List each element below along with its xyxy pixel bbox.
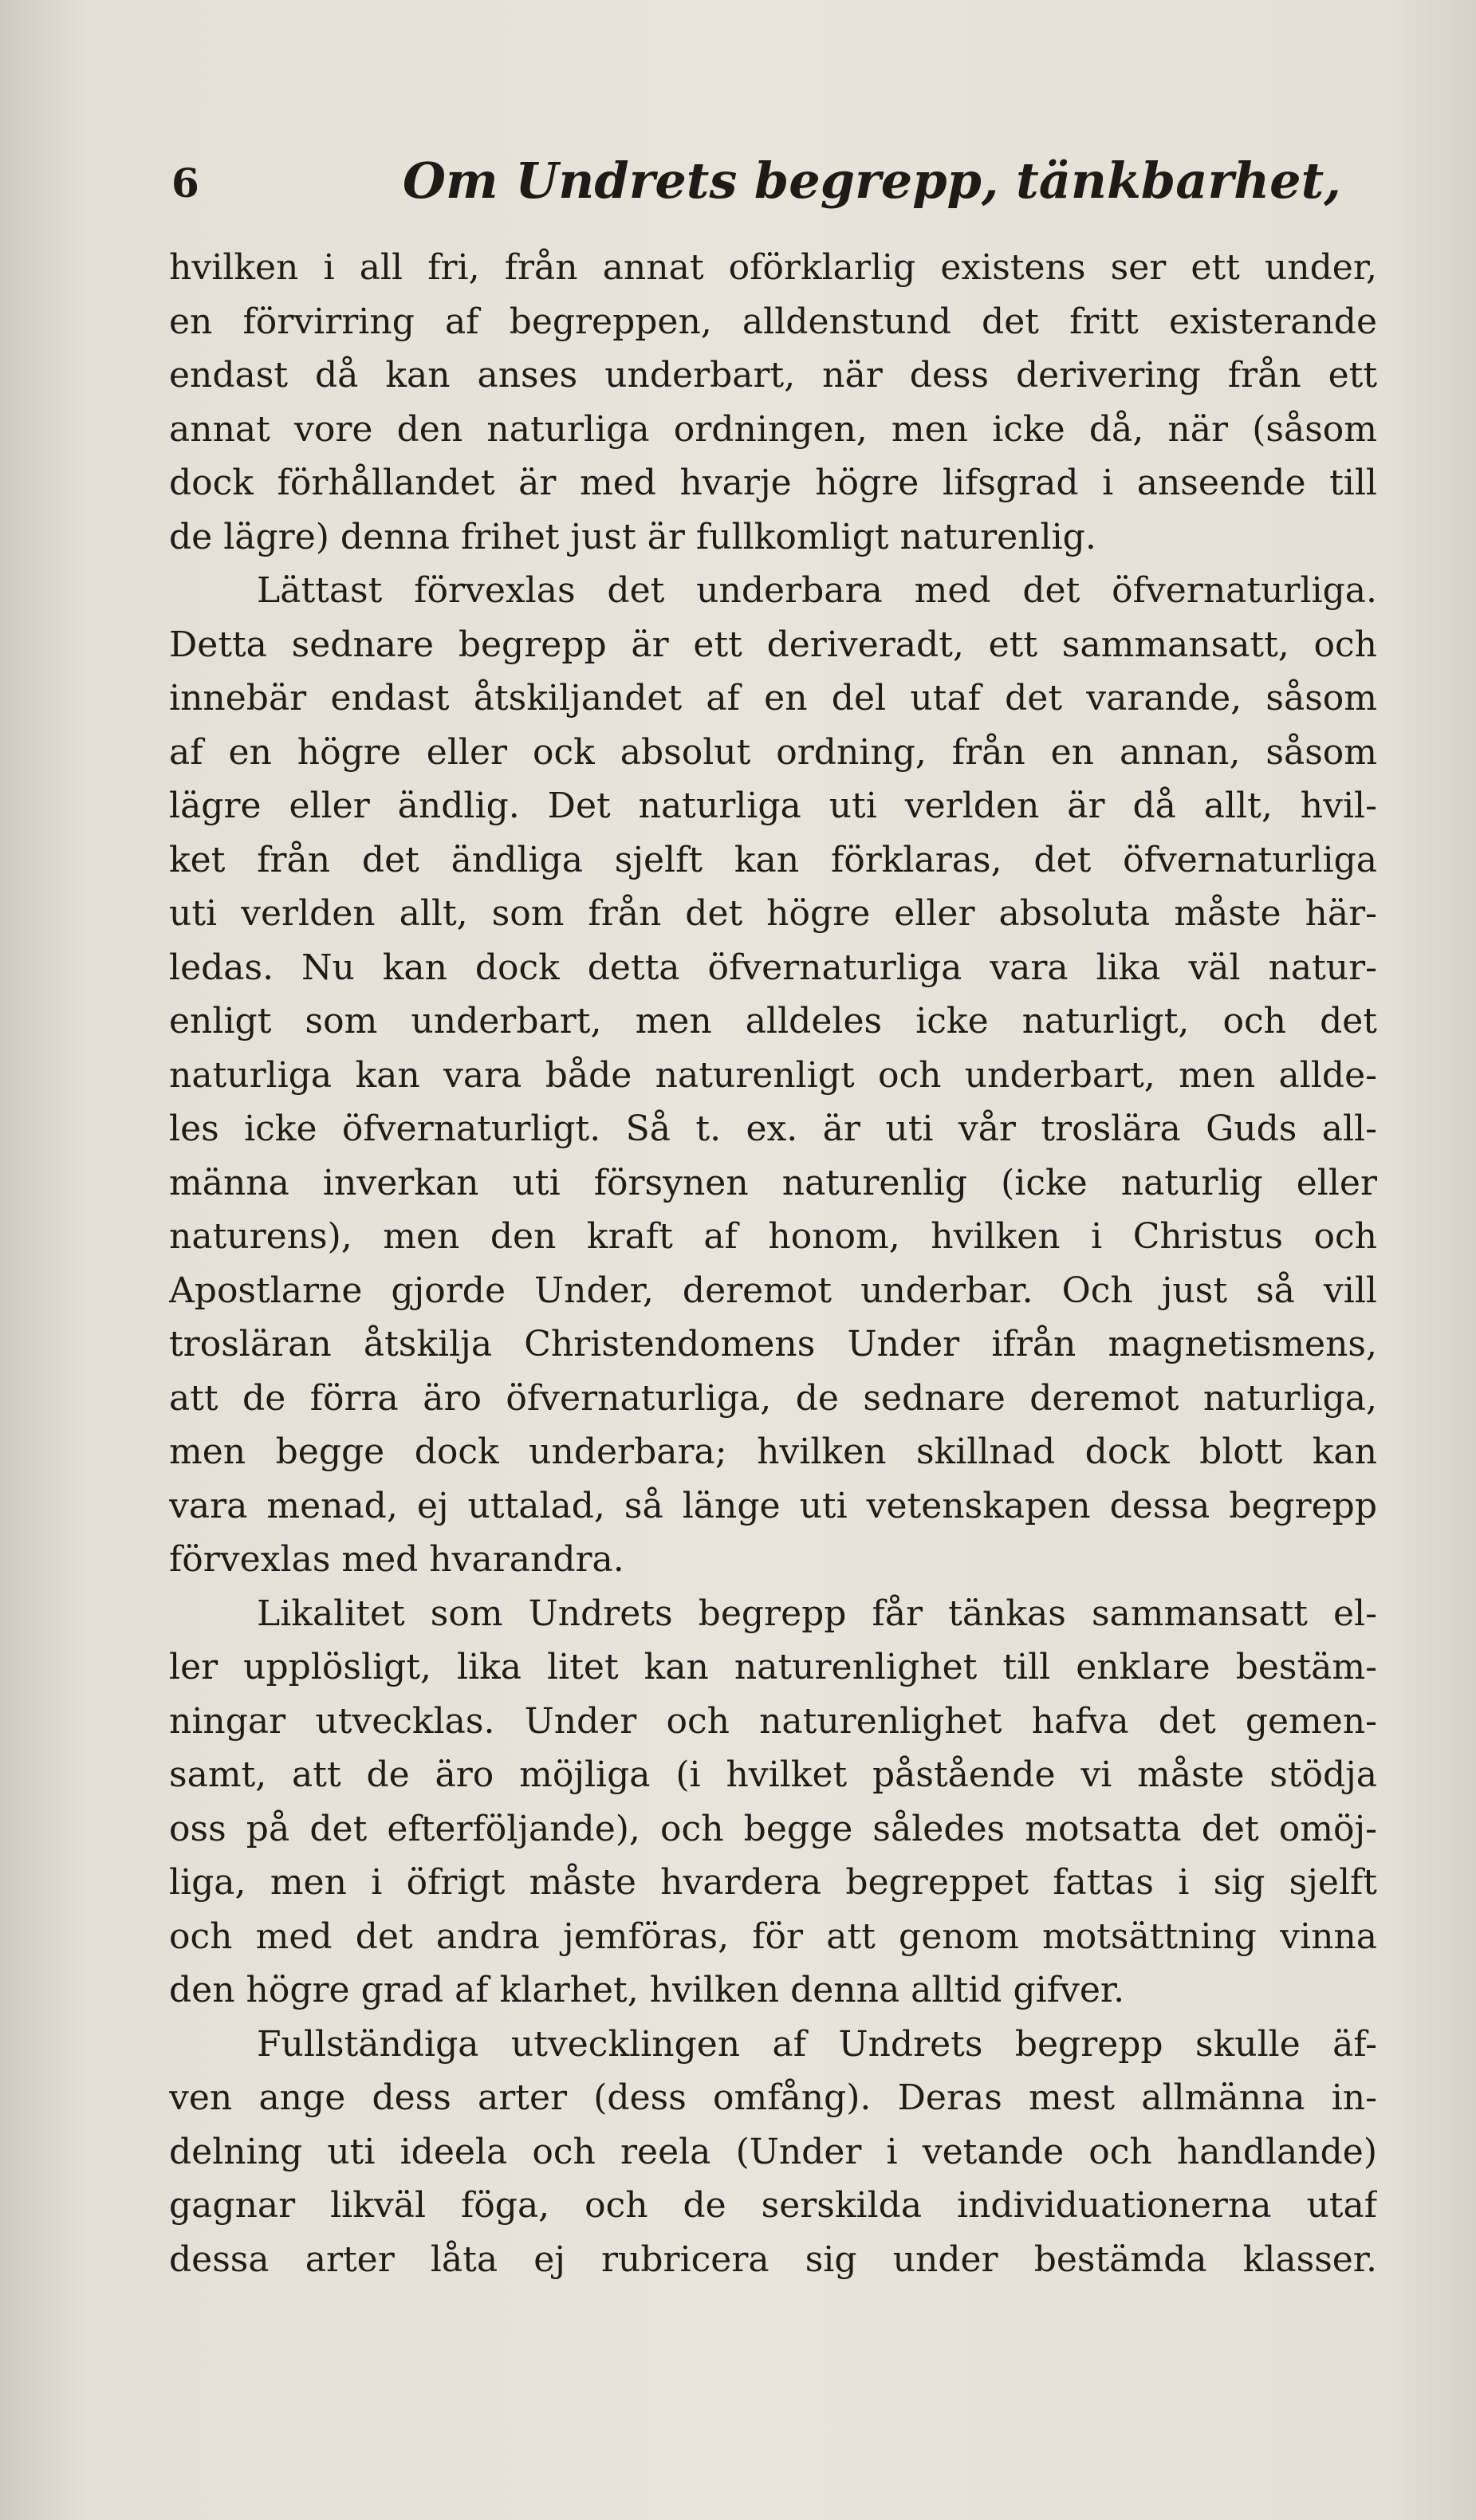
- text-line: dock förhållandet är med hvarje högre lifsgrad i anseende till: [169, 463, 1377, 503]
- text-line: oss på det efterföljande), och begge således motsatta det omöj-: [169, 1808, 1377, 1849]
- page-number: 6: [171, 159, 199, 207]
- text-line: de lägre) denna frihet just är fullkomligt naturenlig.: [169, 516, 1096, 557]
- running-title: Om Undrets begrepp, tänkbarhet,: [403, 152, 1341, 210]
- text-line: en förvirring af begreppen, alldenstund det fritt existerande: [169, 301, 1377, 342]
- page-header: [171, 152, 1368, 223]
- text-line: ven ange dess arter (dess omfång). Deras mest allmänna in-: [169, 2077, 1377, 2118]
- text-line: ket från det ändliga sjelft kan förklaras, det öfvernaturliga: [169, 839, 1377, 880]
- text-line: enligt som underbart, men alldeles icke naturligt, och det: [169, 1001, 1377, 1041]
- text-line: innebär endast åtskiljandet af en del utaf det varande, såsom: [169, 678, 1377, 719]
- text-line: ledas. Nu kan dock detta öfvernaturliga vara lika väl natur-: [169, 947, 1377, 988]
- text-line: trosläran åtskilja Christendomens Under ifrån magnetismens,: [169, 1324, 1377, 1364]
- text-line: naturliga kan vara både naturenligt och underbart, men allde-: [169, 1054, 1377, 1096]
- paragraph-start-line: Lättast förvexlas det underbara med det öfvernaturliga.: [257, 570, 1377, 611]
- text-line: ningar utvecklas. Under och naturenlighet hafva det gemen-: [169, 1700, 1377, 1742]
- text-line: förvexlas med hvarandra.: [169, 1539, 624, 1580]
- text-line: delning uti ideela och reela (Under i vetande och handlande): [169, 2131, 1377, 2172]
- text-line: lägre eller ändlig. Det naturliga uti verlden är då allt, hvil-: [169, 786, 1377, 826]
- text-line: naturens), men den kraft af honom, hvilken i Christus och: [169, 1216, 1377, 1257]
- text-line: dessa arter låta ej rubricera sig under bestämda klasser.: [169, 2238, 1377, 2280]
- text-line: Detta sednare begrepp är ett deriveradt, ett sammansatt, och: [169, 624, 1377, 665]
- body-text: [169, 241, 1377, 2286]
- text-line: les icke öfvernaturligt. Så t. ex. är uti vår troslära Guds all-: [169, 1108, 1377, 1149]
- text-line: samt, att de äro möjliga (i hvilket påstående vi måste stödja: [169, 1754, 1377, 1795]
- text-line: annat vore den naturliga ordningen, men icke då, när (såsom: [169, 408, 1377, 450]
- text-line: liga, men i öfrigt måste hvardera begreppet fattas i sig sjelft: [169, 1862, 1377, 1903]
- text-line: den högre grad af klarhet, hvilken denna alltid gifver.: [169, 1970, 1125, 2010]
- text-line: uti verlden allt, som från det högre eller absoluta måste här-: [169, 893, 1377, 934]
- text-line: endast då kan anses underbart, när dess derivering från ett: [169, 355, 1377, 396]
- text-line: vara menad, ej uttalad, så länge uti vetenskapen dessa begrepp: [169, 1485, 1377, 1526]
- text-line: gagnar likväl föga, och de serskilda individuationerna utaf: [169, 2185, 1377, 2226]
- text-line: af en högre eller ock absolut ordning, från en annan, såsom: [169, 731, 1377, 773]
- text-line: männa inverkan uti försynen naturenlig (icke naturlig eller: [169, 1162, 1377, 1203]
- text-line: Apostlarne gjorde Under, deremot underbar. Och just så vill: [169, 1270, 1377, 1311]
- paragraph-start-line: Fullständiga utvecklingen af Undrets begrepp skulle äf-: [257, 2023, 1377, 2065]
- paragraph-start-line: Likalitet som Undrets begrepp får tänkas sammansatt el-: [257, 1593, 1377, 1634]
- text-line: att de förra äro öfvernaturliga, de sednare deremot naturliga,: [169, 1377, 1377, 1419]
- text-line: men begge dock underbara; hvilken skillnad dock blott kan: [169, 1431, 1377, 1472]
- text-line: och med det andra jemföras, för att genom motsättning vinna: [169, 1916, 1377, 1957]
- text-line: ler upplösligt, lika litet kan naturenlighet till enklare bestäm-: [169, 1647, 1377, 1687]
- text-line: hvilken i all fri, från annat oförklarlig existens ser ett under,: [169, 247, 1377, 288]
